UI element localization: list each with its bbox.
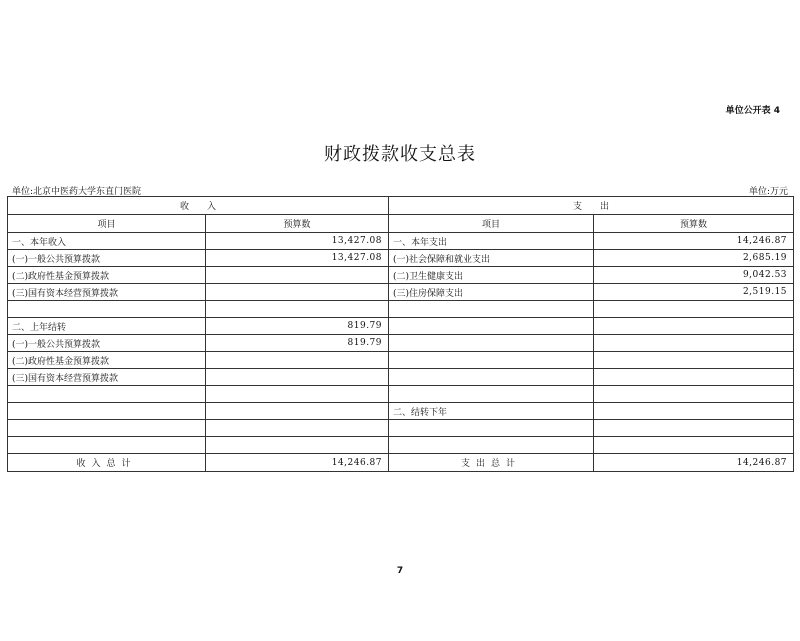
expense-total-value: 14,246.87 [594,454,794,472]
table-row [8,437,794,454]
expense-item-cell [389,335,594,352]
expense-item-cell: (一)社会保障和就业支出 [389,250,594,267]
page-number: 7 [396,566,404,576]
income-budget-header: 预算数 [206,215,389,233]
expense-item-cell: 二、结转下年 [389,403,594,420]
expense-value-cell [594,352,794,369]
table-row [8,284,794,301]
income-total-label: 收入总计 [8,454,206,472]
income-item-cell: (三)国有资本经营预算拨款 [8,284,206,301]
table-row [8,335,794,352]
expense-value-cell [594,318,794,335]
income-value-cell: 819.79 [206,318,389,335]
expense-item-cell [389,318,594,335]
expense-item-cell [389,352,594,369]
income-item-cell [8,420,206,437]
income-value-cell [206,369,389,386]
expense-header: 支 出 [389,197,794,215]
expense-item-cell: 一、本年支出 [389,233,594,250]
table-row [8,301,794,318]
budget-table [7,196,794,472]
income-item-header: 项目 [8,215,206,233]
expense-value-cell: 9,042.53 [594,267,794,284]
expense-value-cell [594,301,794,318]
income-value-cell [206,352,389,369]
expense-value-cell [594,420,794,437]
table-row [8,250,794,267]
expense-value-cell [594,403,794,420]
expense-item-cell [389,301,594,318]
form-number: 单位公开表 4 [725,106,780,116]
income-item-cell: (一)一般公共预算拨款 [8,335,206,352]
expense-value-cell [594,335,794,352]
table-row [8,318,794,335]
income-item-cell: (一)一般公共预算拨款 [8,250,206,267]
expense-total-label: 支出总计 [389,454,594,472]
income-item-cell: 二、上年结转 [8,318,206,335]
table-row [8,386,794,403]
income-value-cell [206,267,389,284]
table-row [8,267,794,284]
income-item-cell: 一、本年收入 [8,233,206,250]
income-item-cell [8,437,206,454]
expense-value-cell: 14,246.87 [594,233,794,250]
expense-item-cell: (二)卫生健康支出 [389,267,594,284]
expense-value-cell [594,437,794,454]
income-header: 收 入 [8,197,389,215]
income-item-cell [8,386,206,403]
expense-item-cell [389,420,594,437]
income-value-cell: 819.79 [206,335,389,352]
expense-value-cell: 2,685.19 [594,250,794,267]
income-item-cell: (二)政府性基金预算拨款 [8,352,206,369]
income-value-cell: 13,427.08 [206,250,389,267]
table-row [8,352,794,369]
page-title: 财政拨款收支总表 [324,144,476,165]
income-item-cell: (二)政府性基金预算拨款 [8,267,206,284]
expense-budget-header: 预算数 [594,215,794,233]
table-row [8,403,794,420]
income-item-cell [8,301,206,318]
income-value-cell [206,420,389,437]
income-value-cell [206,403,389,420]
income-value-cell [206,284,389,301]
income-item-cell [8,403,206,420]
expense-item-cell [389,386,594,403]
income-value-cell [206,301,389,318]
table-row [8,369,794,386]
expense-value-cell [594,369,794,386]
income-value-cell: 13,427.08 [206,233,389,250]
income-value-cell [206,386,389,403]
currency-unit-label: 单位:万元 [748,187,788,197]
table-row [8,233,794,250]
income-value-cell [206,437,389,454]
expense-item-cell [389,369,594,386]
expense-item-header: 项目 [389,215,594,233]
table-row [8,420,794,437]
expense-value-cell: 2,519.15 [594,284,794,301]
expense-value-cell [594,386,794,403]
income-item-cell: (三)国有资本经营预算拨款 [8,369,206,386]
expense-item-cell: (三)住房保障支出 [389,284,594,301]
unit-label: 单位:北京中医药大学东直门医院 [12,187,142,197]
expense-item-cell [389,437,594,454]
income-total-value: 14,246.87 [206,454,389,472]
